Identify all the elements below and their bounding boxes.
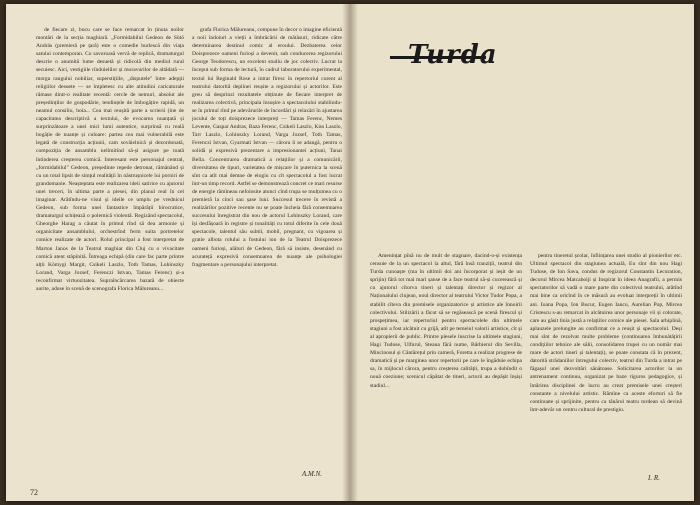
right-column-1-text: Amenințat pînă nu de mult de stagnare, dacind-o-și existența censuie de la un spectacol la altul, fără însă tranziții, teatrul din Turda cunoaște (ma în ultimii doi ani încorporat și ieșit de un sprijin) fără tot mai mari șanse de a face teatrul să-și cucerească și cu ajutorul cîtorva tineri și talentați director și regizor al Naționalului clujean, noul director al teatrului Victor Tudor Popa, a stabilit cîteva din premisele organizatorice și artistice ale înnoirii colectivului. Stilizării a făcut să se regăsească pe scenă firescul și prospețimea, iar repertoriul pentru spectacolele din ultimele stagiuni a fost alcătuit cu grijă, atît pe temeiul valorii artistice, cît și al apropierii de public. Printre piesele înscrise la ultimele stagiuni, Hagi Tudose, Ulfurul, Steaua fără nume, Bărbierul din Sevilla, Mincinosul și Cântărețul prin cameră, Foretta a realizat progrese de dramatică și pe marginea unor repertorii pe care le îngăduie echipa sa, în mijlocul cărora, pentru creșterea calității, trupa a dobîndit o nouă coeziune; scenicul căpătat de tineri, actorii au depășit înșiși stadiul...	[370, 253, 522, 389]
article-title-block	[390, 34, 498, 74]
right-column-2-text: pentru tineretul școlar, înființarea unei studio al pionierilor etc. Ultimul spectacol din stagiunea actuală, Eu sînt din nou Hagi Tudose, de Ion Sava, condus de regizorul Constantin Lecuration, decorul Mircea Matcaboiji și Inspirat în ideea Anagrafii, a permis spectatorilor să vadă o mare parte din colectivul teatrului, arătînd mai bine ca oricînd în ce măsură au evoluat interpreții în ultimii ani. Ioana Popa, Ion Bucur, Eugen Iancu, Aurelian Pop, Mircea Cristescu s-au remarcat în alcătuirea unor personaje vii și colorate, care au găsit linia justă a relațiilor comice ale piesei. Sala arhiplină, aplauzele prelungite au confirmat ce a reușit și spectacolul. Deși mai sînt de rezolvat multe probleme (continuarea îmbunătățirii condițiilor tehnice ale sălii, consolidarea trupei cu un număr mai mare de actori tineri și talentați), se poate constata că în prezent, datorită strădaniilor întregului colectiv, teatrul din Turda a intrat pe făgașul unei dezvoltări sănătoase. Solicitarea actorilor la un antrenament continuu, organizat pe baze riguros pedagogice, și întărirea disciplinei de lucru au creat premisele unei creșteri constante a nivelului artistic. Rămîne ca aceste eforturi să fie continuate și sprijinite, pentru ca tânărul teatru turdean să devină într-adevăr un centru cultural de prestigiu.	[530, 253, 682, 413]
right-signature: I. R.	[648, 474, 660, 482]
right-column-2	[530, 252, 682, 462]
magazine-spread	[6, 4, 694, 501]
left-column-2-text: grafa Florica Mălureanu, compune în decor o imagine eficientă a noii îndoiuri a vieții a îmbrăcării de mătăsuri, ridicate către determinarea destinul comic al eroului. Dezbaterea celor Doisprezece oameni furioși a devenit, sub conducerea regizorului George Teodorescu, un excelent studiu de joc colectiv. Lucrat la început sub forma de lectură, în cadrul laboratorului experimental, textul lui Reginald Rose a intrat firesc în repertoriul curent al teatrului datorită deplinei reușite a regizorului și actorilor. Este greu să desprinzi rezultatele obținute de fiecare interpret de realizarea colectivă, principala însușire a spectacolului stabilindu-se în primul rînd pe adevărurile de încordări și relaxări în ajustarea jocului de toți doisprezece interpreți — Tamas Ferenc, Nemes Levente, Gaspar Andras, Baza Ferenc, Csikeli Laszlo, Kiss Laszlo, Tarr Laszlo, Lohinszky Lorand, Varga Jozsef, Toth Tamas, Ferenczi Istvan, Gyarmati Istvan — cărora li se adaugă, pentru o solidă și expresivă prezentare a impresionantei acțiuni, Tanai Bella. Concentrarea dramatică a relațiilor și a comunicării, diversitatea de tipuri, varietatea de mișcare în puternica la scenă sînt ca atît mai demne de elogiu cu cît spectacolul a fost lucrat într-un timp record. Astfel se demonstrează concret ce mari resurse de energie rămîneau nefolosite atunci cînd trupa se mulțumea cu o premieră la cinci sau șase luni. Succesul trecere în revistă a realizărilor pozitive recente nu se poate încheia fără consemnarea succesului înregistrat din nou de actorul Lohinszky Lorand, care își desfășoară în registre și tonalități cu totul diferite în cele două spectacole, talentul său subtil, mobil, pregnant, cu vigoarea și gratie albota rolului a fostului ion de la Teatrul Doisprezece oameni furioși, alături de Gedeon, fără să insiste, desenând cu acurateță expresivă consemnarea de nuanțe ale psihologiei fragmentare a personajului interpretat.	[192, 27, 342, 268]
left-column-2	[192, 26, 342, 466]
left-column-1	[36, 26, 184, 466]
right-column-1	[370, 252, 522, 462]
article-title: Turda	[408, 40, 498, 70]
left-column-1-text: de fiecare zi, bucu care se face remarcat în ținuta noilor montări de la secția maghiară. „Formidabilul Gedeon de Sütö András (premieră pe țară) este o comedie burlescă din viața satului contemporan. Cu savuroasă vervă de replică, dramaturgul descrie o anumită lume desuetă și ridicolă din mediul rural secuiesc. Aici, vestigiile rînduielilor și moravurilor de altădată — morga rangului nobiliar, superstițiile, „disputele" între adepții religiilor desuete — se împletesc cu alte atitudini caricaturale rămase dintr-o realitate recentă: cercle de nemuri, absolut ale președinților de gospodărie, tendințele de îmbogățire rapidă, un neamul consiliu, hoia... Cea mai reușită parte a scrierii (ine de capacitatea descriptivă a textului, de evocarea nuanțată și surprinzătoare a unei mici lumi autentice, surprinsă cu reală bogăție de nuanțe și culoare: partea cea mai vulnerabilă este legată de construcția acțiunii, cam sovăielnică și dezordonată, compoziția de ansamblu nelimitînd să-și asigure pe toată întinderea creșterea comică. Interesant este personajul central, „formidabilul" Gedeon, președinte repede detronat, rămânând și cu un total lipsit de simțul realității în năstrușnicele lui porniri de grandomanie. Neașteptata este realizarea ideii satirice cu ajutorul unei treceri, în ultima parte a piesei, din planul real în cel imaginar. Arătîndu-ne visul și ideile ce umplu pe vrednicul Gedeon, sub forma unei fantastice împărății birocratice, dramaturgul schițează o polemică violentă. Regizând spectacolul, Gheorghe Harag a căutat în primul rînd să dea armonie și organicitate ansamblului, orchestrînd ferm suita portretelor comice realizate de actori. Rolul principal a fost interpretat de Marton Janos de la Teatrul maghiar din Cluj cu o vivacitate comică atent stăpînită. Întreaga echipă (din care fac parte printre alții Kömygi Margit, Csikeli Laszlo, Toth Tamas, Lohinszky Lorand, Varga Jozsef, Ferenczi Istvan, Tamas Ferenc) și-a reconfirmat virtuozitatea. Supraîncărcarea bazată de obiecte aurite, aduse în scenă de scenografa Florica Mălureanu...	[36, 27, 184, 292]
left-signature: A.M.N.	[302, 470, 323, 478]
page-number: 72	[30, 488, 38, 497]
page-gutter	[342, 4, 358, 501]
